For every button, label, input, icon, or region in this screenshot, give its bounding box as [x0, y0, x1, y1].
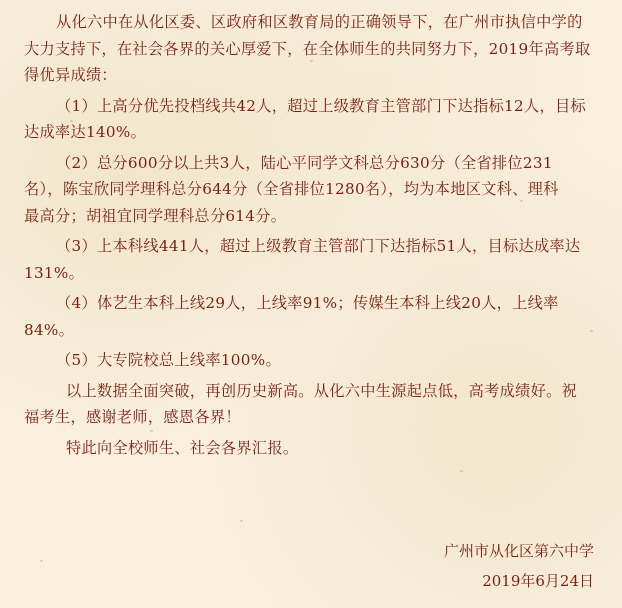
intro-paragraph [24, 9, 614, 89]
result-line: 84%。 [24, 320, 75, 339]
closing-line: 福考生，感谢老师，感恩各界！ [24, 408, 241, 426]
result-item-1 [24, 93, 614, 146]
paper-speck [240, 520, 243, 522]
result-item-3 [24, 233, 614, 286]
signature-school: 广州市从化区第六中学 [443, 542, 594, 560]
report-line: 特此向全校师生、社会各界汇报。 [66, 438, 299, 457]
result-line: （3）上本科线441人，超过上级教育主管部门下达指标51人，目标达成率达 [56, 237, 581, 255]
result-line: 131%。 [24, 263, 85, 282]
result-line: （2）总分600分以上共3人，陆心平同学文科总分630分（全省排位231 [56, 153, 553, 172]
closing-paragraph [24, 378, 614, 431]
result-item-2 [24, 150, 614, 230]
intro-line: 得优异成绩： [24, 66, 117, 84]
intro-line: 从化六中在从化区委、区政府和区教育局的正确领导下，在广州市执信中学的 [56, 13, 583, 31]
paper-speck [460, 470, 463, 472]
signature-date: 2019年6月24日 [482, 572, 594, 590]
report-paragraph [24, 435, 614, 462]
result-line: 名），陈宝欣同学理科总分644分（全省排位1280名），均为本地区文科、理科 [24, 180, 559, 198]
result-line: （1）上高分优先投档线共42人，超过上级教育主管部门下达指标12人，目标 [56, 96, 586, 115]
result-item-4 [24, 290, 614, 343]
closing-line: 以上数据全面突破，再创历史新高。从化六中生源起点低，高考成绩好。祝 [66, 381, 578, 400]
result-item-5 [24, 347, 614, 374]
announcement-body [24, 9, 614, 465]
result-line: 达成率达140%。 [24, 123, 147, 141]
intro-line: 大力支持下，在社会各界的关心厚爱下，在全体师生的共同努力下，2019年高考取 [24, 39, 591, 58]
paper-speck [40, 560, 43, 562]
result-line: （4）体艺生本科上线29人，上线率91%；传媒生本科上线20人，上线率 [56, 294, 559, 312]
result-line: （5）大专院校总上线率100%。 [56, 351, 281, 369]
result-line: 最高分；胡祖宜同学理科总分614分。 [24, 206, 287, 225]
